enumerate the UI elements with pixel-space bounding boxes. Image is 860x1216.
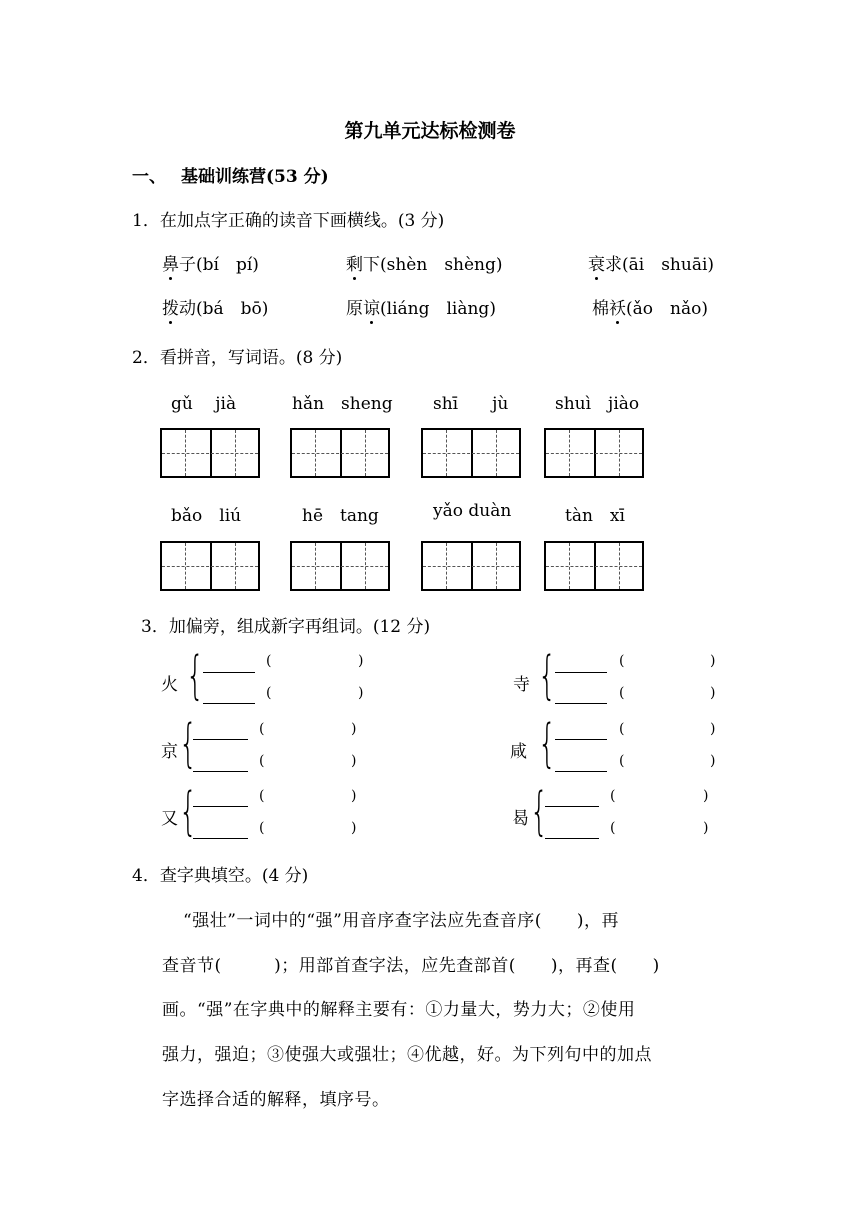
base-character: 咸 xyxy=(510,742,527,762)
q1-item-2: 剩下(shèn shèng) xyxy=(346,250,503,275)
pinyin-label: shuì jiào xyxy=(555,394,640,414)
emphasis-dot-char: 袄 xyxy=(609,294,626,319)
q1-item-6: 棉袄(ǎo nǎo) xyxy=(592,294,708,319)
paren-open: ( xyxy=(259,721,265,737)
q1-item-5: 原谅(liáng liàng) xyxy=(346,294,496,319)
pinyin-label: hǎn sheng xyxy=(292,394,393,414)
brace-icon: { xyxy=(179,714,198,774)
writing-grid-box[interactable] xyxy=(544,541,644,591)
paren-open: ( xyxy=(619,721,625,737)
paren-close: ) xyxy=(351,753,357,769)
answer-blank[interactable] xyxy=(555,672,607,673)
paren-close: ) xyxy=(710,653,716,669)
paren-open: ( xyxy=(610,820,616,836)
pinyin-label: gǔ jià xyxy=(171,394,237,414)
brace-icon: { xyxy=(538,646,557,706)
paren-open: ( xyxy=(259,820,265,836)
writing-grid-box[interactable] xyxy=(421,428,521,478)
paren-close: ) xyxy=(358,653,364,669)
question-2-label: 2．看拼音，写词语。(8 分) xyxy=(132,348,343,368)
q1-item-1: 鼻子(bí pí) xyxy=(162,250,259,275)
answer-blank[interactable] xyxy=(193,806,248,807)
brace-icon: { xyxy=(538,714,557,774)
paren-close: ) xyxy=(351,721,357,737)
writing-grid-box[interactable] xyxy=(290,541,390,591)
paren-close: ) xyxy=(351,788,357,804)
answer-blank[interactable] xyxy=(555,739,607,740)
paren-close: ) xyxy=(703,788,709,804)
question-3-label: 3．加偏旁，组成新字再组词。(12 分) xyxy=(141,617,431,637)
base-character: 火 xyxy=(161,675,178,695)
paren-open: ( xyxy=(619,685,625,701)
paren-open: ( xyxy=(266,685,272,701)
pinyin-label: yǎo duàn xyxy=(433,501,512,521)
pinyin-label: hē tang xyxy=(302,506,379,526)
paren-close: ) xyxy=(710,753,716,769)
answer-blank[interactable] xyxy=(545,838,599,839)
paren-close: ) xyxy=(703,820,709,836)
q1-item-3: 衰求(āi shuāi) xyxy=(588,250,714,275)
question-4-label: 4．查字典填空。(4 分) xyxy=(132,866,309,886)
base-character: 曷 xyxy=(512,809,529,829)
answer-blank[interactable] xyxy=(203,703,255,704)
answer-blank[interactable] xyxy=(193,771,248,772)
writing-grid-box[interactable] xyxy=(421,541,521,591)
writing-grid-box[interactable] xyxy=(160,541,260,591)
answer-blank[interactable] xyxy=(193,838,248,839)
pinyin-label: bǎo liú xyxy=(171,506,242,526)
emphasis-dot-char: 拨 xyxy=(162,294,179,319)
paren-open: ( xyxy=(619,653,625,669)
paragraph-line: 画。“强”在字典中的解释主要有：①力量大，势力大；②使用 xyxy=(162,1000,636,1020)
section-heading: 基础训练营(53 分) xyxy=(181,167,329,187)
answer-blank[interactable] xyxy=(545,806,599,807)
question-1-label: 1．在加点字正确的读音下画横线。(3 分) xyxy=(132,211,445,231)
emphasis-dot-char: 衰 xyxy=(588,250,605,275)
answer-blank[interactable] xyxy=(193,739,248,740)
q1-item-4: 拨动(bá bō) xyxy=(162,294,268,319)
emphasis-dot-char: 谅 xyxy=(363,294,380,319)
brace-icon: { xyxy=(530,782,549,842)
paren-close: ) xyxy=(351,820,357,836)
paragraph-line: 字选择合适的解释，填序号。 xyxy=(162,1090,390,1110)
paren-close: ) xyxy=(710,721,716,737)
paragraph-line: “强壮”一词中的“强”用音序查字法应先查音序( )，再 xyxy=(183,911,620,931)
paren-open: ( xyxy=(619,753,625,769)
paren-open: ( xyxy=(259,788,265,804)
emphasis-dot-char: 剩 xyxy=(346,250,363,275)
paren-open: ( xyxy=(259,753,265,769)
pinyin-label: shī jù xyxy=(433,394,509,414)
answer-blank[interactable] xyxy=(555,771,607,772)
paren-open: ( xyxy=(610,788,616,804)
writing-grid-box[interactable] xyxy=(544,428,644,478)
answer-blank[interactable] xyxy=(555,703,607,704)
base-character: 寺 xyxy=(513,675,530,695)
emphasis-dot-char: 鼻 xyxy=(162,250,179,275)
pinyin-label: tàn xī xyxy=(565,506,625,526)
paren-close: ) xyxy=(710,685,716,701)
brace-icon: { xyxy=(186,646,205,706)
paragraph-line: 强力，强迫；③使强大或强壮；④优越，好。为下列句中的加点 xyxy=(162,1045,652,1065)
paragraph-line: 查音节( )；用部首查字法，应先查部首( )，再查( ) xyxy=(162,956,660,976)
page-title: 第九单元达标检测卷 xyxy=(344,120,516,142)
answer-blank[interactable] xyxy=(203,672,255,673)
paren-close: ) xyxy=(358,685,364,701)
base-character: 又 xyxy=(161,809,178,829)
writing-grid-box[interactable] xyxy=(290,428,390,478)
base-character: 京 xyxy=(161,742,178,762)
brace-icon: { xyxy=(179,782,198,842)
writing-grid-box[interactable] xyxy=(160,428,260,478)
paren-open: ( xyxy=(266,653,272,669)
section-number: 一、 xyxy=(132,167,166,187)
